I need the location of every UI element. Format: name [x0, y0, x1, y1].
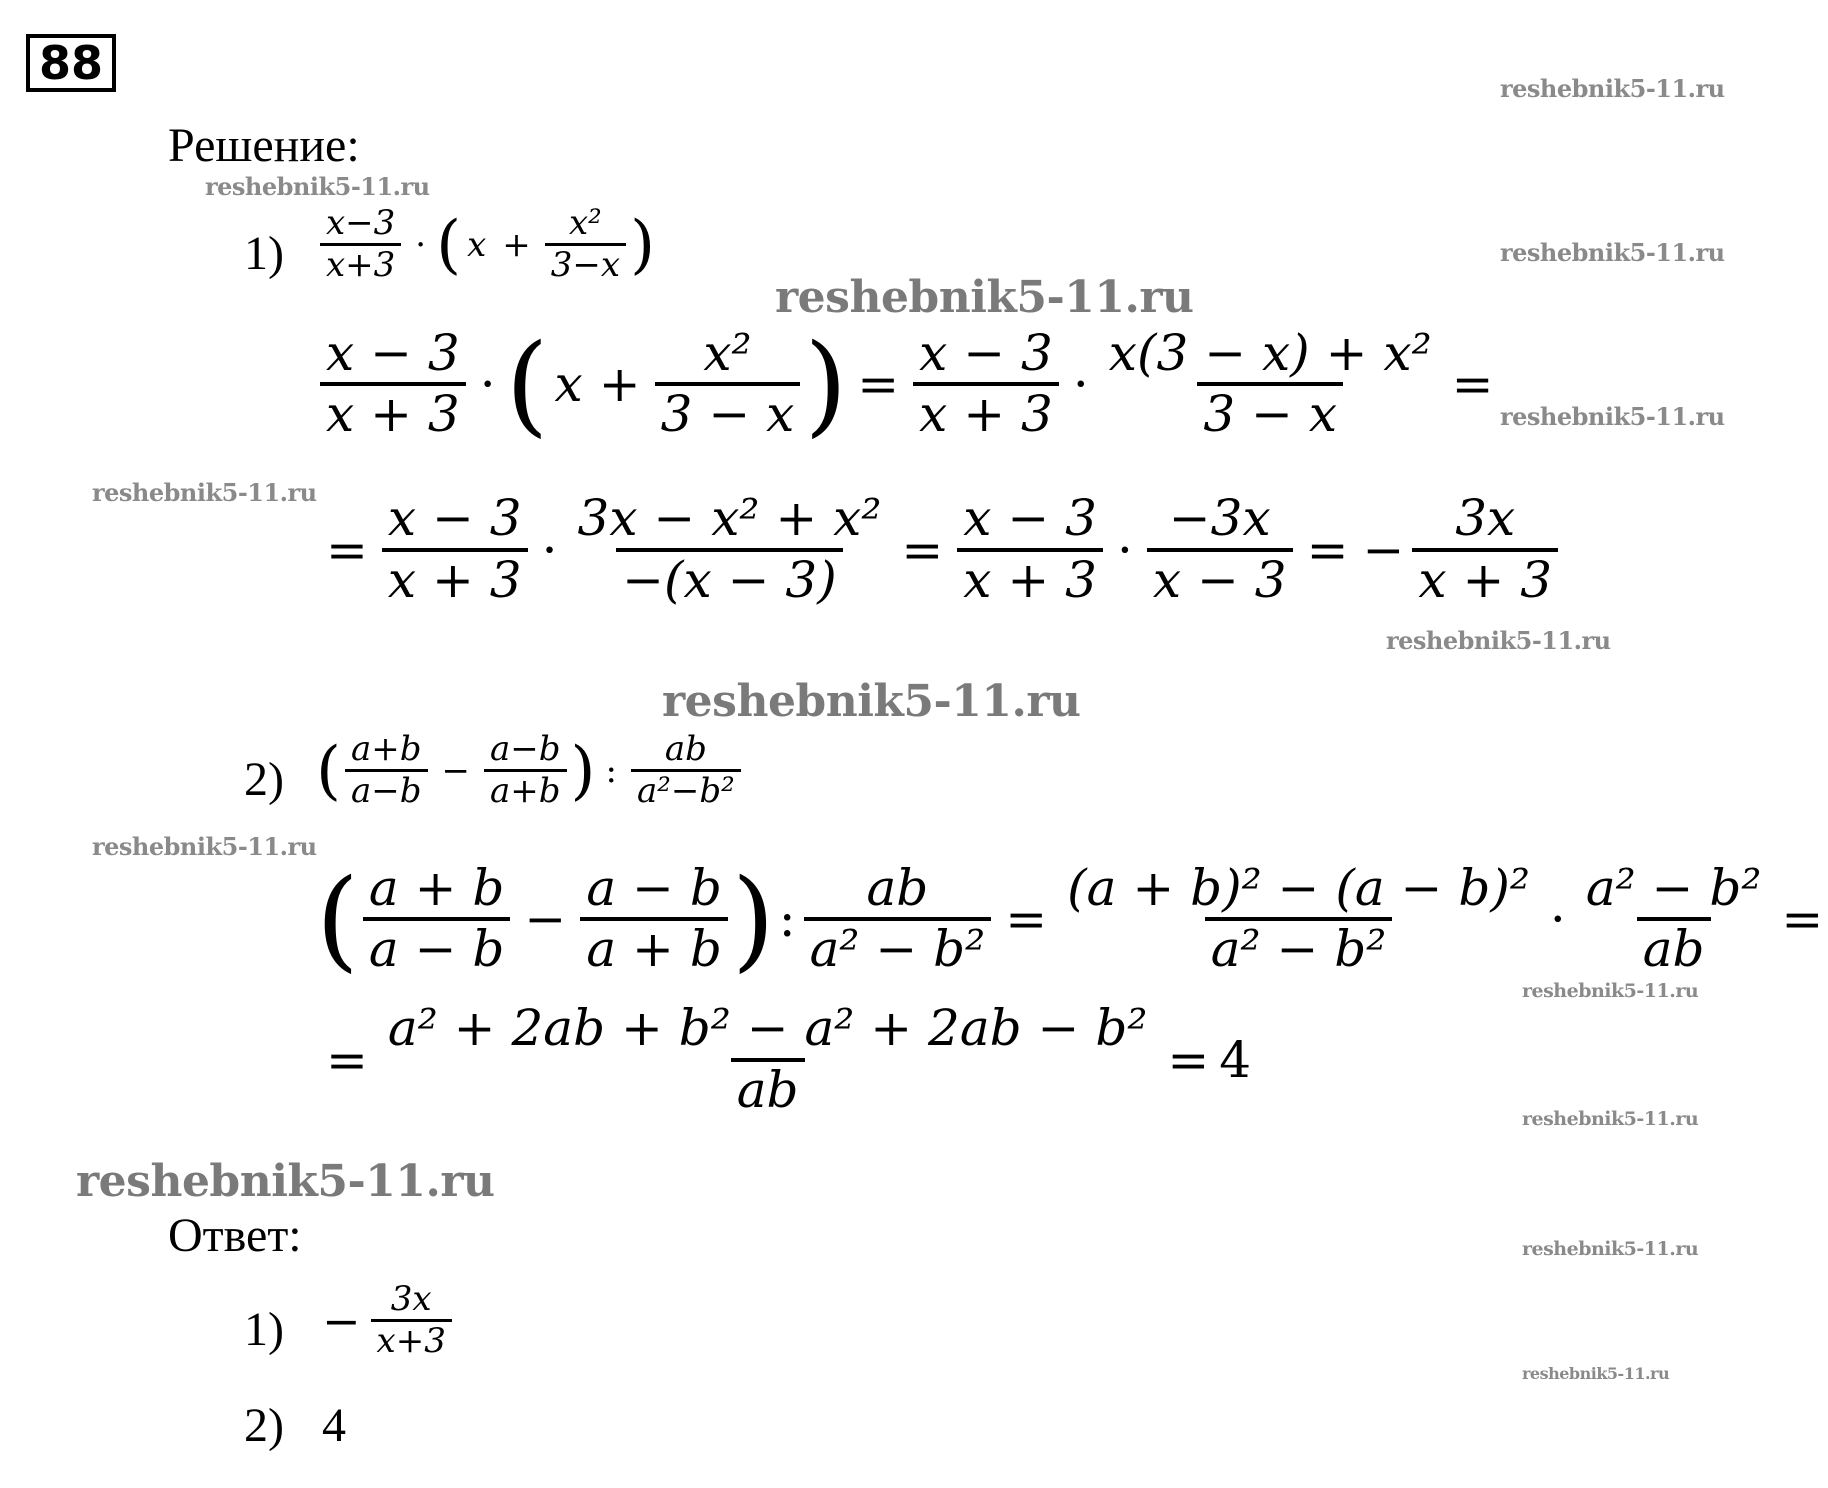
- problem-1-expression: $\frac{x-3}{x+3}$ · ( x + $\frac{\text{x²}}{3-x}$ ): [316, 204, 655, 285]
- answer-2-number: 2): [244, 1399, 284, 1452]
- watermark: reshebnik5-11.ru: [1500, 402, 1725, 431]
- answer-1-number: 1): [244, 1303, 284, 1356]
- problem-2-number: 2): [244, 753, 284, 806]
- answer-heading: Ответ:: [168, 1209, 302, 1262]
- watermark: reshebnik5-11.ru: [662, 676, 1081, 727]
- watermark: reshebnik5-11.ru: [775, 272, 1194, 323]
- watermark: reshebnik5-11.ru: [1522, 980, 1699, 1002]
- problem-1-step-1: $\frac{x - 3}{x + 3}$ · ( x + $\frac{\text{x²}}{3 - x}$ ) = $\frac{x - 3}{x + 3}$ · $\frac{\text{x(3 − x) + x²}}{3 - x}$ =: [316, 320, 1504, 448]
- problem-1-number: 1): [244, 227, 284, 280]
- watermark: reshebnik5-11.ru: [92, 832, 317, 861]
- problem-2-step-2: = $\frac{\text{a² + 2ab + b² − a² + 2ab − b²}}{ab}$ = 4: [326, 999, 1252, 1119]
- watermark: reshebnik5-11.ru: [76, 1156, 495, 1207]
- problem-2-step-1: ( $\frac{a + b}{a - b}$ − $\frac{a - b}{a + b}$ ) : $\frac{ab}{\text{a² − b²}}$ = $\frac{\text{(a + b)² − (a − b)²}}{\text{a² − b²}}$ · $\frac{\text{a² − b²}}{ab}$ =: [316, 855, 1824, 983]
- problem-1-step-2: = $\frac{x - 3}{x + 3}$ · $\frac{\text{3x − x² + x²}}{-(x - 3)}$ = $\frac{x - 3}{x + 3}$ · $\frac{-3x}{x - 3}$ = − $\frac{3x}{x + 3}$: [316, 490, 1562, 609]
- watermark: reshebnik5-11.ru: [1500, 238, 1725, 267]
- watermark: reshebnik5-11.ru: [92, 478, 317, 507]
- watermark: reshebnik5-11.ru: [1500, 74, 1725, 103]
- watermark: reshebnik5-11.ru: [1522, 1238, 1699, 1260]
- watermark: reshebnik5-11.ru: [1522, 1108, 1699, 1130]
- watermark: reshebnik5-11.ru: [1522, 1364, 1670, 1383]
- watermark: reshebnik5-11.ru: [1386, 626, 1611, 655]
- watermark: reshebnik5-11.ru: [205, 172, 430, 201]
- answer-2-value: 4: [322, 1399, 346, 1452]
- problem-number-badge: 88: [26, 34, 116, 92]
- answer-1-value: − $\frac{3x}{x+3}$: [316, 1280, 456, 1361]
- problem-2-expression: ( $\frac{a+b}{a-b}$ − $\frac{a-b}{a+b}$ ) : $\frac{ab}{\text{a²−b²}}$: [316, 730, 745, 811]
- solution-heading: Решение:: [168, 119, 360, 172]
